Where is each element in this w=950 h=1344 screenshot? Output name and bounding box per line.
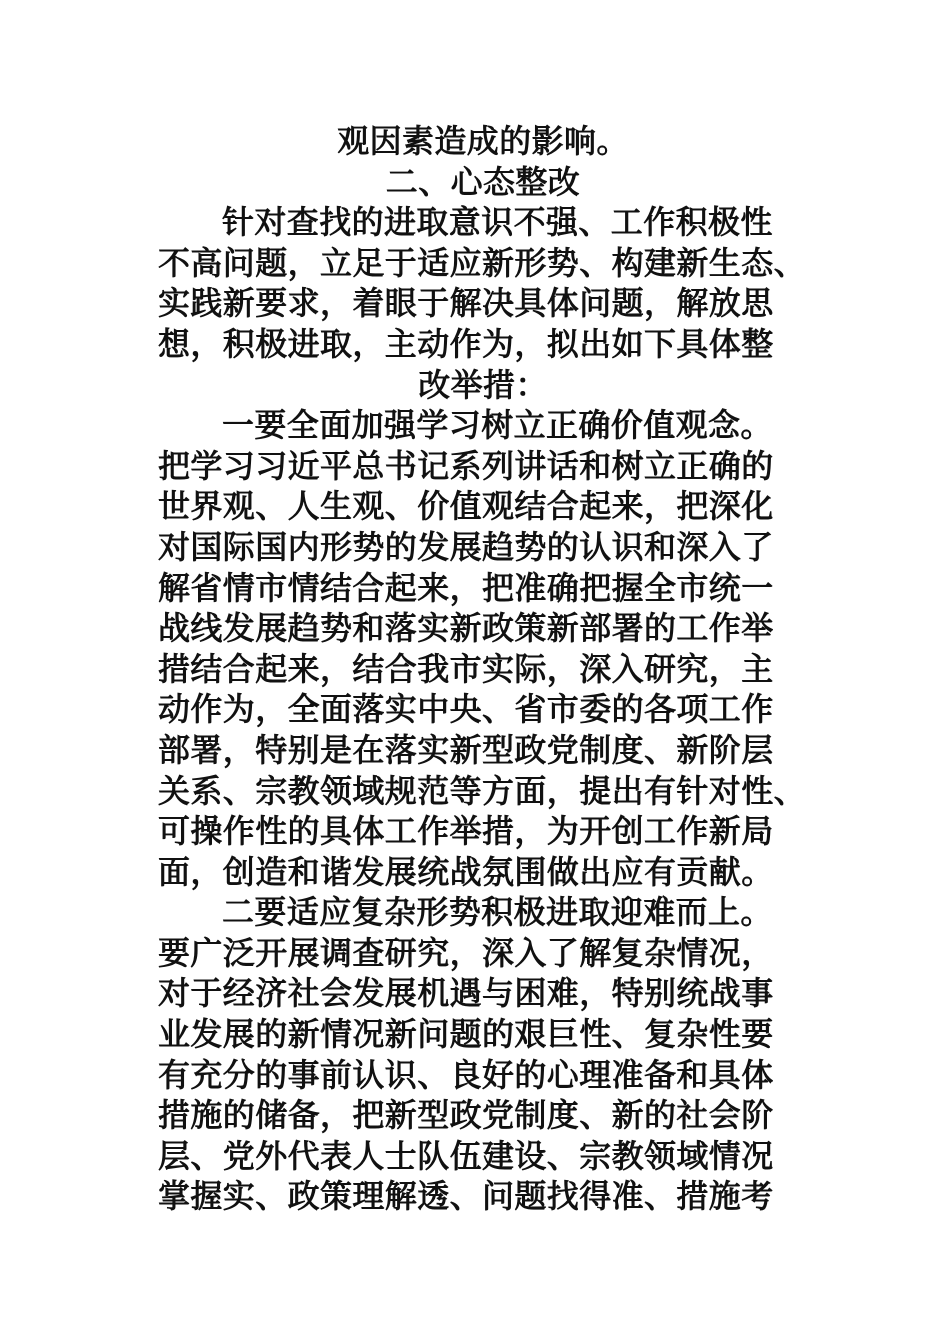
text-line: 要广泛开展调查研究，深入了解复杂情况， [158, 933, 774, 972]
section-heading: 二、心态整改 [385, 162, 581, 201]
text-line: 关系、宗教领域规范等方面，提出有针对性、 [158, 771, 807, 810]
document-body [158, 121, 808, 1217]
text-line: 战线发展趋势和落实新政策新部署的工作举 [158, 609, 774, 648]
text-line: 对国际国内形势的发展趋势的认识和深入了 [158, 527, 774, 566]
text-line: 可操作性的具体工作举措，为开创工作新局 [158, 812, 774, 851]
text-line: 对于经济社会发展机遇与困难，特别统战事 [158, 974, 774, 1013]
text-line: 面，创造和谐发展统战氛围做出应有贡献。 [158, 852, 774, 891]
text-line: 措施的储备，把新型政党制度、新的社会阶 [158, 1096, 774, 1135]
text-line: 层、党外代表人士队伍建设、宗教领域情况 [158, 1136, 774, 1175]
text-line: 解省情市情结合起来，把准确把握全市统一 [158, 568, 774, 607]
text-line: 二要适应复杂形势积极进取迎难而上。 [222, 893, 773, 932]
text-line: 观因素造成的影响。 [337, 122, 629, 160]
text-line: 措结合起来，结合我市实际，深入研究，主 [158, 649, 774, 688]
text-line: 针对查找的进取意识不强、工作积极性 [222, 203, 773, 242]
text-line: 一要全面加强学习树立正确价值观念。 [222, 406, 773, 445]
text-line: 想，积极进取，主动作为，拟出如下具体整 [158, 324, 774, 363]
text-line: 把学习习近平总书记系列讲话和树立正确的 [158, 446, 774, 485]
text-line: 掌握实、政策理解透、问题找得准、措施考 [158, 1177, 774, 1216]
text-line: 动作为，全面落实中央、省市委的各项工作 [158, 690, 774, 729]
text-line: 业发展的新情况新问题的艰巨性、复杂性要 [158, 1015, 774, 1054]
text-line: 实践新要求，着眼于解决具体问题，解放思 [158, 284, 774, 323]
text-line: 改举措： [418, 365, 548, 404]
text-line: 部署，特别是在落实新型政党制度、新阶层 [158, 730, 774, 769]
text-line: 有充分的事前认识、良好的心理准备和具体 [158, 1055, 774, 1094]
text-line: 世界观、人生观、价值观结合起来，把深化 [158, 487, 774, 526]
text-line: 不高问题，立足于适应新形势、构建新生态、 [158, 243, 807, 282]
